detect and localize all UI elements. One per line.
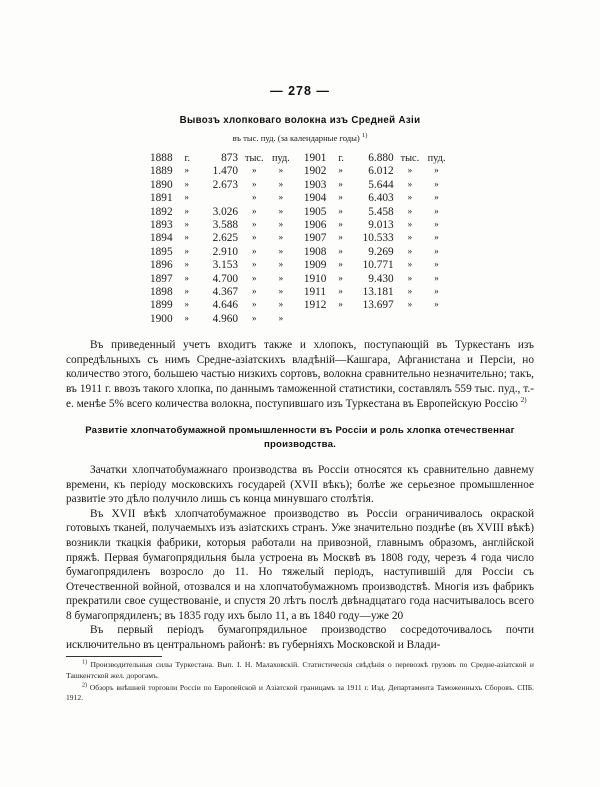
section-heading-line-2: производства.	[263, 439, 337, 451]
table-row	[150, 206, 450, 219]
cotton-export-table	[150, 152, 450, 326]
cell-mark-left: »	[184, 219, 189, 230]
cell-year-left: 1899	[150, 299, 173, 312]
cell-year-right: 1905	[303, 205, 327, 218]
cell-value-right: 13.697	[362, 299, 394, 312]
cell-unit2-right: »	[434, 299, 439, 310]
cell-mark-left: »	[184, 299, 189, 310]
cell-year-left: 1896	[150, 259, 173, 272]
column-gap	[294, 152, 304, 165]
cell-year-left: 1898	[150, 286, 173, 299]
cell-mark-left: »	[184, 259, 189, 270]
paragraph-history-origins	[66, 463, 534, 507]
cell-value-left: 4.700	[212, 272, 239, 285]
cell-year-right: 1908	[303, 245, 327, 258]
table-subtitle-text: въ тыс. пуд. (за календарные годы)	[232, 133, 362, 143]
cell-unit1-left: »	[251, 286, 257, 297]
footnote-separator	[66, 656, 162, 657]
cell-unit2-left: »	[278, 205, 284, 216]
table-row	[150, 219, 450, 232]
cell-value-left: 4.646	[212, 299, 239, 312]
cell-year-right: 1909	[303, 259, 327, 272]
cell-value-left	[194, 192, 241, 205]
cell-unit2-left: »	[278, 232, 284, 243]
table-row	[150, 313, 450, 326]
cell-year-left: 1891	[150, 192, 173, 205]
cell-unit1-left: »	[251, 312, 257, 323]
page-number: — 278 —	[270, 84, 330, 98]
cell-mark-left: г.	[184, 153, 190, 164]
cell-mark-right	[338, 312, 348, 325]
cell-unit2-left: »	[278, 178, 284, 189]
cell-year-right: 1912	[303, 299, 327, 312]
cell-mark-right: »	[338, 245, 343, 256]
cell-unit2-right: »	[434, 245, 439, 256]
paragraph-intro	[66, 338, 534, 411]
cell-unit2-left: »	[278, 165, 284, 176]
cell-year-right	[304, 313, 339, 326]
cell-mark-left: »	[184, 312, 189, 323]
cell-value-left: 873	[221, 152, 239, 164]
cell-year-right: 1903	[303, 178, 327, 191]
cell-mark-right: »	[338, 272, 343, 283]
cell-unit2-right: »	[434, 232, 439, 243]
cell-unit2-left: »	[278, 272, 284, 283]
cell-year-left: 1894	[150, 232, 173, 245]
cell-value-right: 5.458	[368, 205, 394, 218]
column-gap	[294, 273, 304, 286]
cell-year-right: 1906	[303, 219, 327, 232]
cell-year-right: 1910	[303, 272, 327, 285]
cell-unit1-right: »	[407, 286, 413, 297]
cell-value-right: 10.533	[362, 232, 394, 245]
cell-value-right: 9.013	[368, 219, 394, 232]
cell-unit1-right: »	[407, 245, 413, 256]
paragraph-block-intro	[66, 338, 534, 411]
cell-mark-right: »	[338, 178, 343, 189]
cell-unit2-left: »	[278, 299, 284, 310]
cell-unit2-left: »	[278, 219, 284, 230]
cell-year-left: 1893	[150, 219, 173, 232]
cell-value-left: 2.625	[212, 232, 239, 245]
cell-mark-right: »	[338, 232, 343, 243]
table-row	[150, 152, 450, 165]
cell-unit2-right: »	[434, 219, 439, 230]
cell-mark-left: »	[184, 245, 189, 256]
column-gap	[294, 259, 304, 272]
footnote-1-marker: 1)	[82, 659, 87, 666]
cell-unit1-left: »	[251, 205, 257, 216]
cell-year-left: 1897	[150, 272, 173, 285]
column-gap	[294, 192, 304, 205]
footnote-block	[66, 660, 534, 703]
cell-mark-right: »	[338, 192, 343, 203]
table-row	[150, 232, 450, 245]
cell-year-right: 1901	[303, 152, 327, 164]
cell-unit2-right: »	[434, 205, 439, 216]
table-body	[150, 152, 450, 326]
footnote-2	[66, 683, 534, 704]
cell-unit1-right: »	[407, 178, 413, 189]
column-gap	[294, 165, 304, 178]
cell-mark-left: »	[184, 232, 189, 243]
cell-value-right: 5.644	[368, 178, 394, 191]
cell-unit1-left: »	[251, 178, 257, 189]
cell-unit2-right: »	[434, 272, 439, 283]
column-gap	[294, 313, 304, 326]
paragraph-17th-century-text: Въ XVII вѣкѣ хлопчатобумажное производство въ Россіи ограничивалось окраской готовыхъ тканей, получаемыхъ изъ азіатскихъ странъ. Уже значительно позднѣе (въ XVIII вѣкѣ) возникли ткацкія фабрики, которыя работали на привозной, главнымъ образомъ, англійской пряжѣ. Первая бумагопрядильня была устроена въ Москвѣ въ 1808 году, черезъ 4 года число бумагопрядиленъ возросло до 11. Но тяжелый періодъ, наступившій для Россіи съ Отечественной войной, отозвался и на хлопчатобумажномъ производствѣ. Многія изъ фабрикъ прекратили свое существованіе, и спустя 20 лѣтъ послѣ двѣнадцатаго года насчитывалось всего 8 бумагопрядиленъ; въ 1835 году ихъ было 11, а въ 1840 году—уже 20	[66, 507, 534, 622]
cell-unit2-left: пуд.	[271, 153, 290, 164]
cell-mark-left: »	[184, 205, 189, 216]
cell-unit1-right: »	[407, 205, 413, 216]
cell-mark-right: »	[338, 219, 343, 230]
cell-value-left: 4.367	[212, 286, 239, 299]
cell-year-right: 1907	[303, 232, 327, 245]
paragraph-17th-century	[66, 507, 534, 623]
cell-unit2-right	[423, 312, 450, 325]
cell-unit1-right: »	[407, 219, 413, 230]
footnote-2-marker: 2)	[82, 682, 87, 689]
cell-unit2-right: »	[434, 192, 439, 203]
section-heading-line-1: Развитіе хлопчатобумажной промышленности въ Россіи и роль хлопка отечественнаг	[85, 425, 515, 437]
table-row	[150, 299, 450, 312]
column-gap	[294, 206, 304, 219]
cell-unit2-left: »	[278, 286, 284, 297]
cell-value-right: 6.403	[368, 192, 394, 205]
cell-year-right: 1902	[303, 165, 327, 178]
cell-unit2-right: »	[434, 259, 439, 270]
cell-value-left: 3.026	[212, 205, 239, 218]
footnote-ref-2: 2)	[520, 395, 527, 404]
cell-year-right: 1911	[303, 286, 327, 299]
paragraph-intro-text: Въ приведенный учетъ входитъ также и хлопокъ, поступающій въ Туркестанъ изъ сопредѣльныхъ съ нимъ Средне-азіатскихъ владѣній—Кашгара, Афганистана и Персіи, но количество этого, большею частью низкихъ сортовъ, волокна сравнительно незначительно; такъ, въ 1911 г. ввозъ такого хлопка, по даннымъ таможенной статистики, составлялъ 559 тыс. пуд., т.-е. менѣе 5% всего количества волокна, поступившаго изъ Туркестана въ Европейскую Россію	[66, 339, 534, 410]
table-subtitle	[0, 133, 600, 143]
cell-unit1-right: »	[407, 272, 413, 283]
cell-value-left: 4.960	[212, 312, 239, 325]
cell-unit1-right	[397, 312, 423, 325]
table-row	[150, 286, 450, 299]
cell-unit2-left: »	[278, 259, 284, 270]
cell-unit2-left: »	[278, 245, 284, 256]
table-row	[150, 259, 450, 272]
table-title: Вывозъ хлопковаго волокна изъ Средней Азіи	[179, 115, 421, 126]
cell-unit1-left: »	[251, 192, 257, 203]
cell-mark-right: г.	[338, 153, 344, 164]
cell-mark-left: »	[184, 272, 189, 283]
table-row	[150, 179, 450, 192]
cell-unit1-right: »	[407, 259, 413, 270]
cell-unit1-right: »	[407, 232, 413, 243]
cell-unit2-right: »	[434, 178, 439, 189]
cell-unit1-left: »	[251, 165, 257, 176]
cell-mark-right: »	[338, 205, 343, 216]
paragraph-block-body	[66, 463, 534, 652]
cell-value-right: 13.181	[362, 286, 394, 299]
table-row	[150, 273, 450, 286]
footnote-2-text: Обзоръ внѣшней торговли Россіи по Европейской и Азіатской границамъ за 1911 г. Изд. Департамента Таможенныхъ Сборовъ. СПБ. 1912.	[66, 682, 534, 703]
table-row	[150, 246, 450, 259]
cell-year-left: 1895	[150, 245, 173, 258]
column-gap	[294, 299, 304, 312]
cell-year-right: 1904	[303, 192, 327, 205]
cell-value-left: 3.588	[212, 219, 239, 232]
paragraph-central-district	[66, 623, 534, 652]
cell-unit1-left: »	[251, 245, 257, 256]
table-row	[150, 165, 450, 178]
cell-unit1-left: »	[251, 299, 257, 310]
footnote-ref-1: 1)	[361, 132, 368, 140]
cell-mark-right: »	[338, 259, 343, 270]
cell-value-right	[348, 313, 396, 326]
cell-mark-right: »	[338, 286, 343, 297]
cell-mark-left: »	[184, 286, 189, 297]
cell-mark-left: »	[184, 178, 189, 189]
cell-mark-left: »	[184, 192, 189, 203]
column-gap	[294, 179, 304, 192]
column-gap	[294, 286, 304, 299]
cell-unit1-left: »	[251, 272, 257, 283]
cell-year-left: 1890	[150, 178, 173, 191]
cell-unit2-right: »	[434, 165, 439, 176]
footnote-1-text: Производительныя силы Туркестана. Вып. I. Н. Малаховскій. Статистическія свѣдѣнія о перевозкѣ грузовъ по Средне-азіатской и Ташкентской жел. дорогамъ.	[66, 660, 534, 680]
cell-unit1-right: »	[407, 299, 413, 310]
cell-unit2-right: пуд.	[427, 153, 446, 164]
column-gap	[294, 219, 304, 232]
cell-unit2-right: »	[434, 286, 439, 297]
cell-mark-right: »	[338, 165, 343, 176]
cell-value-left: 3.153	[212, 259, 239, 272]
cell-value-right: 10.771	[362, 259, 394, 272]
cell-unit1-left: »	[251, 259, 257, 270]
cell-value-left: 2.673	[212, 178, 239, 191]
cell-year-left: 1888	[150, 152, 173, 164]
table-row	[150, 192, 450, 205]
cell-value-right: 9.269	[368, 245, 394, 258]
cell-unit2-left: »	[278, 192, 284, 203]
cell-unit1-right: »	[407, 192, 413, 203]
cell-mark-right: »	[338, 299, 343, 310]
cell-value-right: 6.880	[368, 152, 394, 164]
column-gap	[294, 246, 304, 259]
cell-value-right: 9.430	[368, 272, 394, 285]
section-heading	[50, 424, 550, 452]
cell-year-left: 1900	[150, 312, 173, 325]
cell-unit1-right: тыс.	[400, 153, 420, 164]
paragraph-history-origins-text: Зачатки хлопчатобумажнаго производства въ Россіи относятся къ сравнительно давнему времени, къ періоду московскихъ государей (XVII вѣкъ); болѣе же серьезное промышленное развитіе это дѣло получило лишь съ конца минувшаго столѣтія.	[66, 464, 534, 506]
column-gap	[294, 232, 304, 245]
cell-unit1-right: »	[407, 165, 413, 176]
footnote-1	[66, 660, 534, 681]
cell-unit2-left: »	[278, 312, 284, 323]
paragraph-central-district-text: Въ первый періодъ бумагопрядильное производство сосредоточивалось почти исключительно въ центральномъ районѣ: въ губерніяхъ Московской и Влади-	[66, 624, 534, 651]
cell-unit1-left: тыс.	[244, 153, 264, 164]
cell-year-left: 1889	[150, 165, 173, 178]
cell-year-left: 1892	[150, 205, 173, 218]
cell-mark-left: »	[184, 165, 189, 176]
cell-value-right: 6.012	[368, 165, 394, 178]
cell-unit1-left: »	[251, 219, 257, 230]
cell-unit1-left: »	[251, 232, 257, 243]
cell-value-left: 2.910	[212, 245, 239, 258]
cell-value-left: 1.470	[212, 165, 239, 178]
